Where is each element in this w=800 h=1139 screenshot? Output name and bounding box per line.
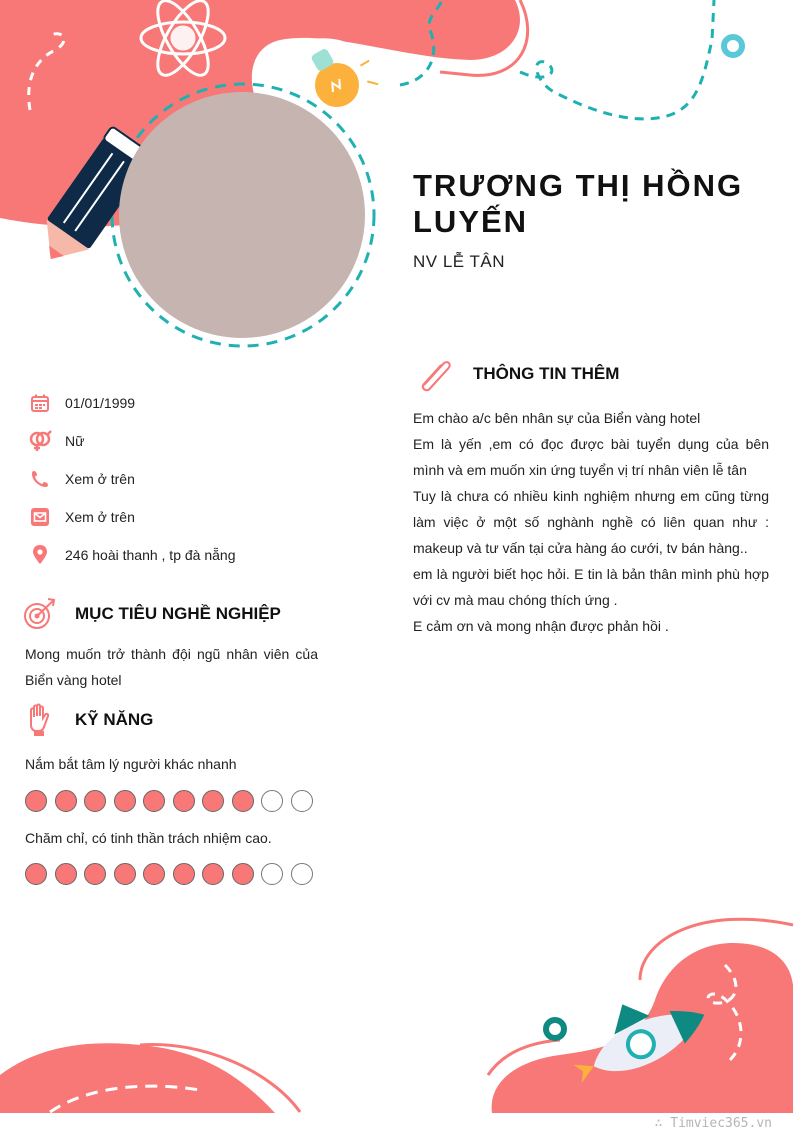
more-info-line: em là người biết học hỏi. E tin là bản thân mình phù hợp với cv mà mau chóng thích ứng . [413,566,769,608]
rating-dot-filled [173,863,195,885]
watermark: ∴ Timviec365.vn [654,1116,772,1131]
rating-dot-filled [232,863,254,885]
more-info-header [415,354,619,394]
contact-text: 246 hoài thanh , tp đà nẵng [65,547,236,563]
rating-dot-filled [202,790,224,812]
rating-dot-filled [25,790,47,812]
skills-header [20,700,153,740]
rating-dot-empty [261,863,283,885]
rating-dot-filled [114,863,136,885]
paperclip-icon [415,354,455,394]
more-info-line: Tuy là chưa có nhiều kinh nghiệm nhưng em cũng từng làm việc ở một số nghành nghề có liên quan như : makeup và tư vấn tại cửa hàng áo cưới, tv bán hàng.. [413,488,769,556]
contact-address [28,536,358,574]
skills-title: KỸ NĂNG [75,710,154,729]
contact-gender [28,422,358,460]
more-info-body [413,405,769,639]
phone-icon [28,467,52,491]
contact-text: Xem ở trên [65,471,135,487]
contact-list [28,384,358,574]
rating-dot-filled [202,863,224,885]
contact-phone [28,460,358,498]
contact-email [28,498,358,536]
calendar-icon [28,391,52,415]
rating-dot-empty [291,790,313,812]
contact-text: Xem ở trên [65,509,135,525]
skill-name: Nắm bắt tâm lý người khác nhanh [25,756,237,772]
rating-dot-filled [143,863,165,885]
target-icon [20,594,60,634]
contact-text: Nữ [65,433,85,449]
skill-name: Chăm chỉ, có tinh thần trách nhiệm cao. [25,830,272,846]
contact-birthdate [28,384,358,422]
rating-dot-filled [25,863,47,885]
rating-dot-empty [291,863,313,885]
rating-dot-filled [55,863,77,885]
location-icon [28,543,52,567]
gender-icon [28,429,52,453]
rating-dot-filled [143,790,165,812]
more-info-line: Em là yến ,em có đọc được bài tuyển dụng của bên mình và em muốn xin ứng tuyển vị trí nhân viên lễ tân [413,436,769,478]
hand-icon [20,700,60,740]
job-title: NV LỄ TÂN [413,252,506,271]
email-icon [28,505,52,529]
more-info-line: Em chào a/c bên nhân sự của Biển vàng hotel [413,410,701,426]
more-info-title: THÔNG TIN THÊM [473,364,620,383]
candidate-name: TRƯƠNG THỊ HỒNG LUYẾN [413,168,744,239]
rating-dot-filled [232,790,254,812]
objective-text: Mong muốn trở thành đội ngũ nhân viên của Biển vàng hotel [25,646,318,688]
rating-dot-empty [261,790,283,812]
profile-photo [119,92,365,338]
objective-title: MỤC TIÊU NGHỀ NGHIỆP [75,604,281,623]
skill-rating [25,790,313,812]
rating-dot-filled [114,790,136,812]
rating-dot-filled [84,863,106,885]
rating-dot-filled [84,790,106,812]
objective-header [20,594,281,634]
rating-dot-filled [55,790,77,812]
contact-text: 01/01/1999 [65,395,136,411]
more-info-line: E cảm ơn và mong nhận được phản hồi . [413,618,669,634]
rating-dot-filled [173,790,195,812]
skill-rating [25,863,313,885]
